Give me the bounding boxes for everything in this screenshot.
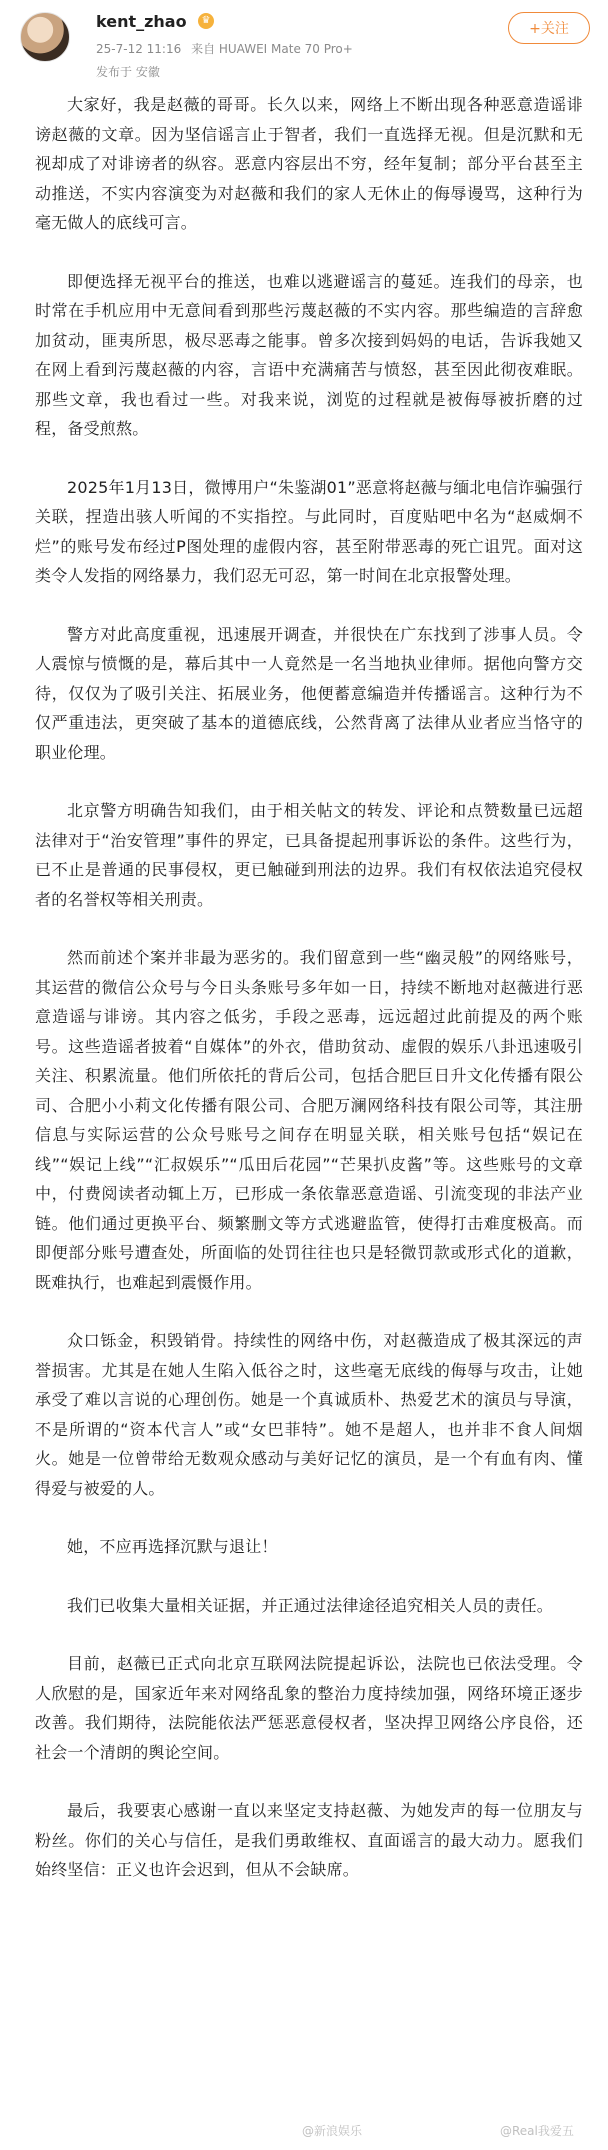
paragraph: 她，不应再选择沉默与退让！ (67, 1537, 278, 1556)
post-location: 发布于 安徽 (96, 65, 160, 79)
timestamp: 25-7-12 11:16 (96, 42, 182, 56)
device-source: 来自 HUAWEI Mate 70 Pro+ (191, 42, 353, 56)
post-meta (96, 40, 359, 57)
paragraph: 北京警方明确告知我们，由于相关帖文的转发、评论和点赞数量已远超法律对于“治安管理”事件的界定，已具备提起刑事诉讼的条件。这些行为，已不止是普通的民事侵权，更已触碰到刑法的边界。我们有权依法追究侵权者的名誉权等相关刑责。 (35, 801, 583, 909)
paragraph: 然而前述个案并非最为恶劣的。我们留意到一些“幽灵般”的网络账号，其运营的微信公众号与今日头条账号多年如一日，持续不断地对赵薇进行恶意造谣与诽谤。其内容之低劣，手段之恶毒，远远超过此前提及的两个账号。这些造谣者披着“自媒体”的外衣，借助贫动、虚假的娱乐八卦迅速吸引关注、积累流量。他们所依托的背后公司，包括合肥巨日升文化传播有限公司、合肥小小莉文化传播有限公司、合肥万澜网络科技有限公司等，其注册信息与实际运营的公众号账号之间存在明显关联，相关账号包括“娱记在线”“娱记上线”“汇叔娱乐”“瓜田后花园”“芒果扒皮酱”等。这些账号的文章中，付费阅读者动辄上万，已形成一条依靠恶意造谣、引流变现的非法产业链。他们通过更换平台、频繁删文等方式逃避监管，使得打击难度极高。而即便部分账号遭查处，所面临的处罚往往也只是轻微罚款或形式化的道歉，既难执行，也难起到震慑作用。 (35, 948, 583, 1292)
paragraph: 大家好，我是赵薇的哥哥。长久以来，网络上不断出现各种恶意造谣诽谤赵薇的文章。因为坚信谣言止于智者，我们一直选择无视。但是沉默和无视却成了对诽谤者的纵容。恶意内容层出不穷，经年复制；部分平台甚至主动推送，不实内容演变为对赵薇和我们的家人无休止的侮辱谩骂，这种行为毫无做人的底线可言。 (35, 95, 583, 232)
vip-badge-icon: ♛ (198, 13, 214, 29)
paragraph: 警方对此高度重视，迅速展开调查，并很快在广东找到了涉事人员。令人震惊与愤慨的是，幕后其中一人竟然是一名当地执业律师。据他向警方交待，仅仅为了吸引关注、拓展业务，他便蓄意编造并传播谣言。这种行为不仅严重违法，更突破了基本的道德底线，公然背离了法律从业者应当恪守的职业伦理。 (35, 624, 583, 762)
post-body (35, 90, 583, 1914)
post-header (0, 0, 608, 100)
watermark: @Real我爱五 (500, 2124, 574, 2138)
paragraph: 最后，我要衷心感谢一直以来坚定支持赵薇、为她发声的每一位朋友与粉丝。你们的关心与信任，是我们勇敢维权、直面谣言的最大动力。愿我们始终坚信：正义也许会迟到，但从不会缺席。 (35, 1801, 583, 1879)
username[interactable]: kent_zhao (96, 12, 187, 31)
watermark: @新浪娱乐 (302, 2124, 363, 2138)
paragraph: 即便选择无视平台的推送，也难以逃避谣言的蔓延。连我们的母亲，也时常在手机应用中无意间看到那些污蔑赵薇的不实内容。那些编造的言辞愈加贫动，匪夷所思，极尽恶毒之能事。曾多次接到妈妈的电话，告诉我她又在网上看到污蔑赵薇的内容，言语中充满痛苦与愤怒，甚至因此彻夜难眠。那些文章，我也看过一些。对我来说，浏览的过程就是被侮辱被折磨的过程，备受煎熬。 (35, 271, 583, 438)
paragraph: 2025年1月13日，微博用户“朱鉴湖01”恶意将赵薇与缅北电信诈骗强行关联，捏造出骇人听闻的不实指控。与此同时，百度贴吧中名为“赵威炯不烂”的账号发布经过P图处理的虚假内容，甚至附带恶毒的死亡诅咒。面对这类令人发指的网络暴力，我们忍无可忍，第一时间在北京报警处理。 (35, 477, 583, 585)
avatar[interactable] (20, 12, 70, 62)
paragraph: 目前，赵薇已正式向北京互联网法院提起诉讼，法院也已依法受理。令人欣慰的是，国家近年来对网络乱象的整治力度持续加强，网络环境正逐步改善。我们期待，法院能依法严惩恶意侵权者，坚决捍卫网络公序良俗，还社会一个清朗的舆论空间。 (35, 1654, 583, 1762)
paragraph: 众口铄金，积毁销骨。持续性的网络中伤，对赵薇造成了极其深远的声誉损害。尤其是在她人生陷入低谷之时，这些毫无底线的侮辱与攻击，让她承受了难以言说的心理创伤。她是一个真诚质朴、热爱艺术的演员与导演，不是所谓的“资本代言人”或“女巴菲特”。她不是超人，也并非不食人间烟火。她是一位曾带给无数观众感动与美好记忆的演员，是一个有血有肉、懂得爱与被爱的人。 (35, 1331, 583, 1498)
follow-button[interactable]: +关注 (508, 12, 590, 44)
paragraph: 我们已收集大量相关证据，并正通过法律途径追究相关人员的责任。 (67, 1595, 554, 1615)
